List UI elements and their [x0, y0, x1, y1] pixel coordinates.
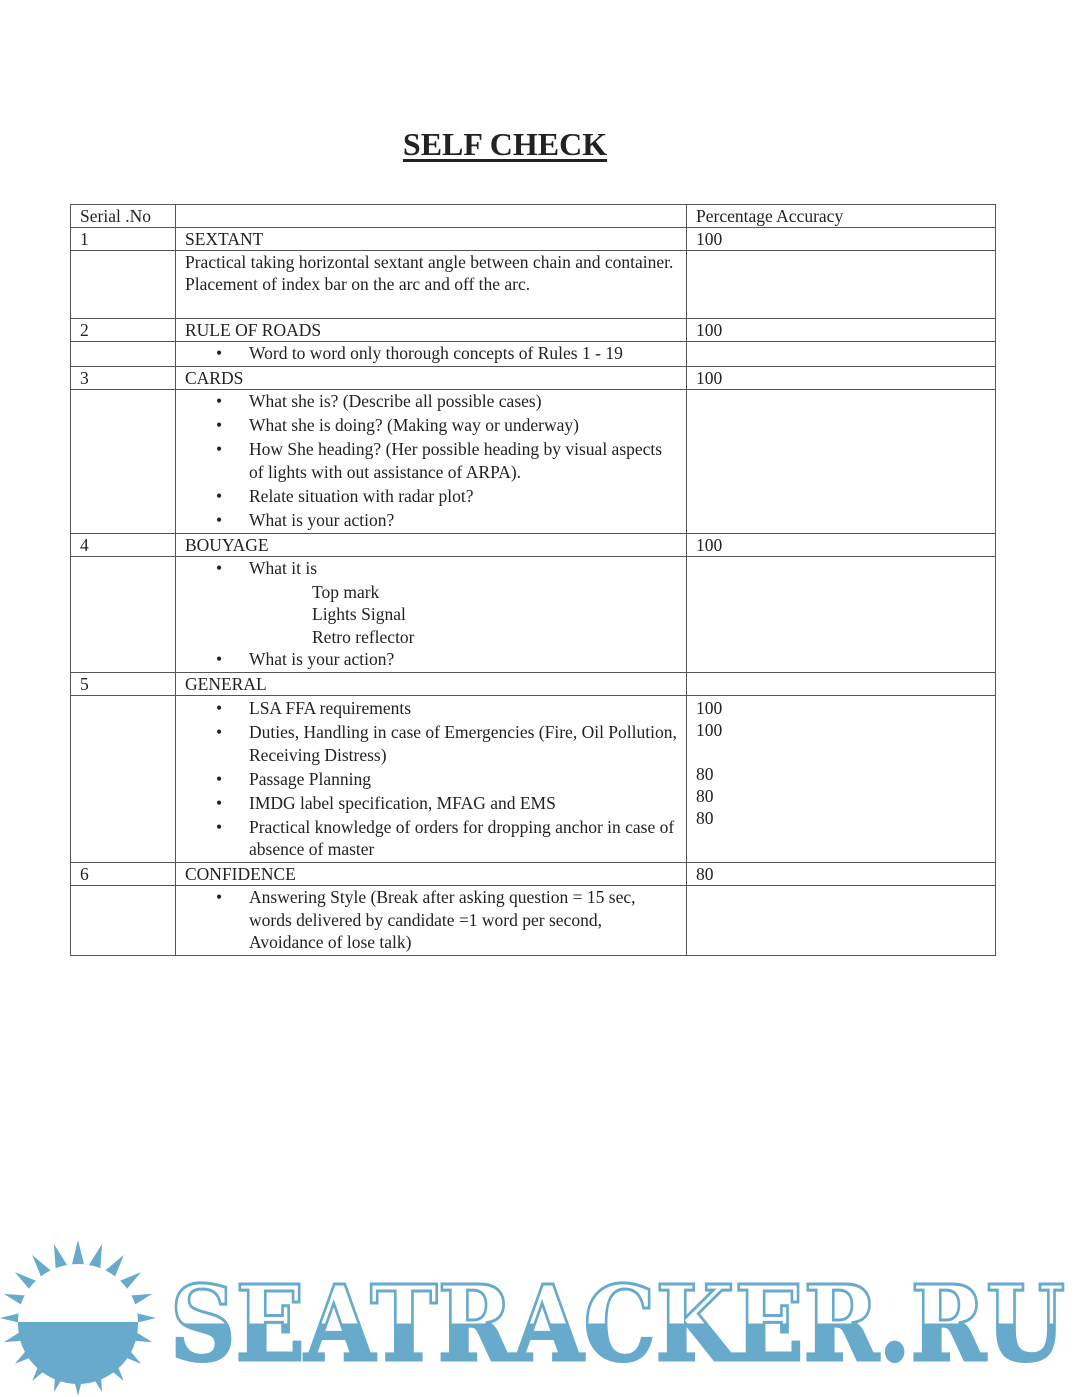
sub-item: Lights Signal: [312, 604, 406, 624]
header-topic: [176, 205, 687, 228]
accuracy-cell: 100: [687, 228, 996, 251]
watermark-text: SEATRACKER.RU: [170, 1262, 1065, 1385]
self-check-table: [70, 204, 996, 956]
bullet-item: • What is your action?: [249, 648, 677, 671]
bullet-item: • LSA FFA requirements: [249, 697, 677, 720]
table-header-row: [71, 205, 996, 228]
table-row: [71, 863, 996, 886]
topic-cell: CONFIDENCE: [176, 863, 687, 886]
accuracy-value: 80: [696, 808, 714, 828]
table-row: [71, 673, 996, 696]
topic-cell: RULE OF ROADS: [176, 319, 687, 342]
table-row-detail: [71, 390, 996, 534]
accuracy-value: 80: [696, 764, 714, 784]
header-accuracy: Percentage Accuracy: [687, 205, 996, 228]
bullet-item: • Relate situation with radar plot?: [249, 485, 677, 508]
bullet-item: • IMDG label specification, MFAG and EMS: [249, 792, 677, 815]
accuracy-cell: 100: [687, 319, 996, 342]
table-row-detail: [71, 251, 996, 319]
bullet-item: • What is your action?: [249, 509, 677, 532]
detail-cell: [176, 251, 687, 319]
table-row: [71, 367, 996, 390]
page-title: SELF CHECK: [402, 126, 608, 162]
topic-cell: GENERAL: [176, 673, 687, 696]
detail-text: Practical taking horizontal sextant angle between chain and container.: [185, 252, 674, 272]
seatracker-watermark-logo: [0, 1236, 1080, 1397]
accuracy-value: 100: [696, 720, 723, 740]
serial-cell: 6: [71, 863, 176, 886]
accuracy-value: 100: [696, 698, 723, 718]
serial-cell: 5: [71, 673, 176, 696]
header-serial: Serial .No: [71, 205, 176, 228]
bullet-item: • What she is doing? (Making way or underway): [249, 414, 677, 437]
table-row-detail: [71, 342, 996, 367]
sub-item: Retro reflector: [312, 626, 415, 647]
serial-cell: 1: [71, 228, 176, 251]
table-row-detail: [71, 696, 996, 863]
table-row: [71, 319, 996, 342]
topic-cell: BOUYAGE: [176, 533, 687, 556]
accuracy-cell: 100: [687, 367, 996, 390]
sub-item: Top mark: [312, 581, 380, 602]
serial-cell: 2: [71, 319, 176, 342]
bullet-item: • What it is: [249, 557, 677, 580]
serial-cell: 3: [71, 367, 176, 390]
accuracy-cell: 80: [687, 863, 996, 886]
bullet-item: • Answering Style (Break after asking question = 15 sec, words delivered by candidate =1 word per second, Avoidance of lose talk): [249, 886, 677, 954]
accuracy-cell: 100: [687, 533, 996, 556]
detail-text: Placement of index bar on the arc and off the arc.: [185, 274, 531, 294]
table-row: [71, 533, 996, 556]
accuracy-cell: [687, 673, 996, 696]
sun-icon: [0, 1240, 156, 1396]
bullet-item: • What she is? (Describe all possible cases): [249, 390, 677, 413]
topic-cell: CARDS: [176, 367, 687, 390]
bullet-item: • Passage Planning: [249, 768, 677, 791]
table-row-detail: [71, 556, 996, 673]
serial-cell: 4: [71, 533, 176, 556]
accuracy-value: 80: [696, 786, 714, 806]
bullet-item: • Duties, Handling in case of Emergencies (Fire, Oil Pollution, Receiving Distress): [249, 721, 677, 766]
table-row: [71, 228, 996, 251]
bullet-item: • Practical knowledge of orders for dropping anchor in case of absence of master: [249, 816, 677, 861]
table-row-detail: [71, 886, 996, 956]
bullet-item: • Word to word only thorough concepts of Rules 1 - 19: [249, 342, 677, 365]
topic-cell: SEXTANT: [176, 228, 687, 251]
bullet-item: • How She heading? (Her possible heading by visual aspects of lights with out assistance of ARPA).: [249, 438, 677, 483]
